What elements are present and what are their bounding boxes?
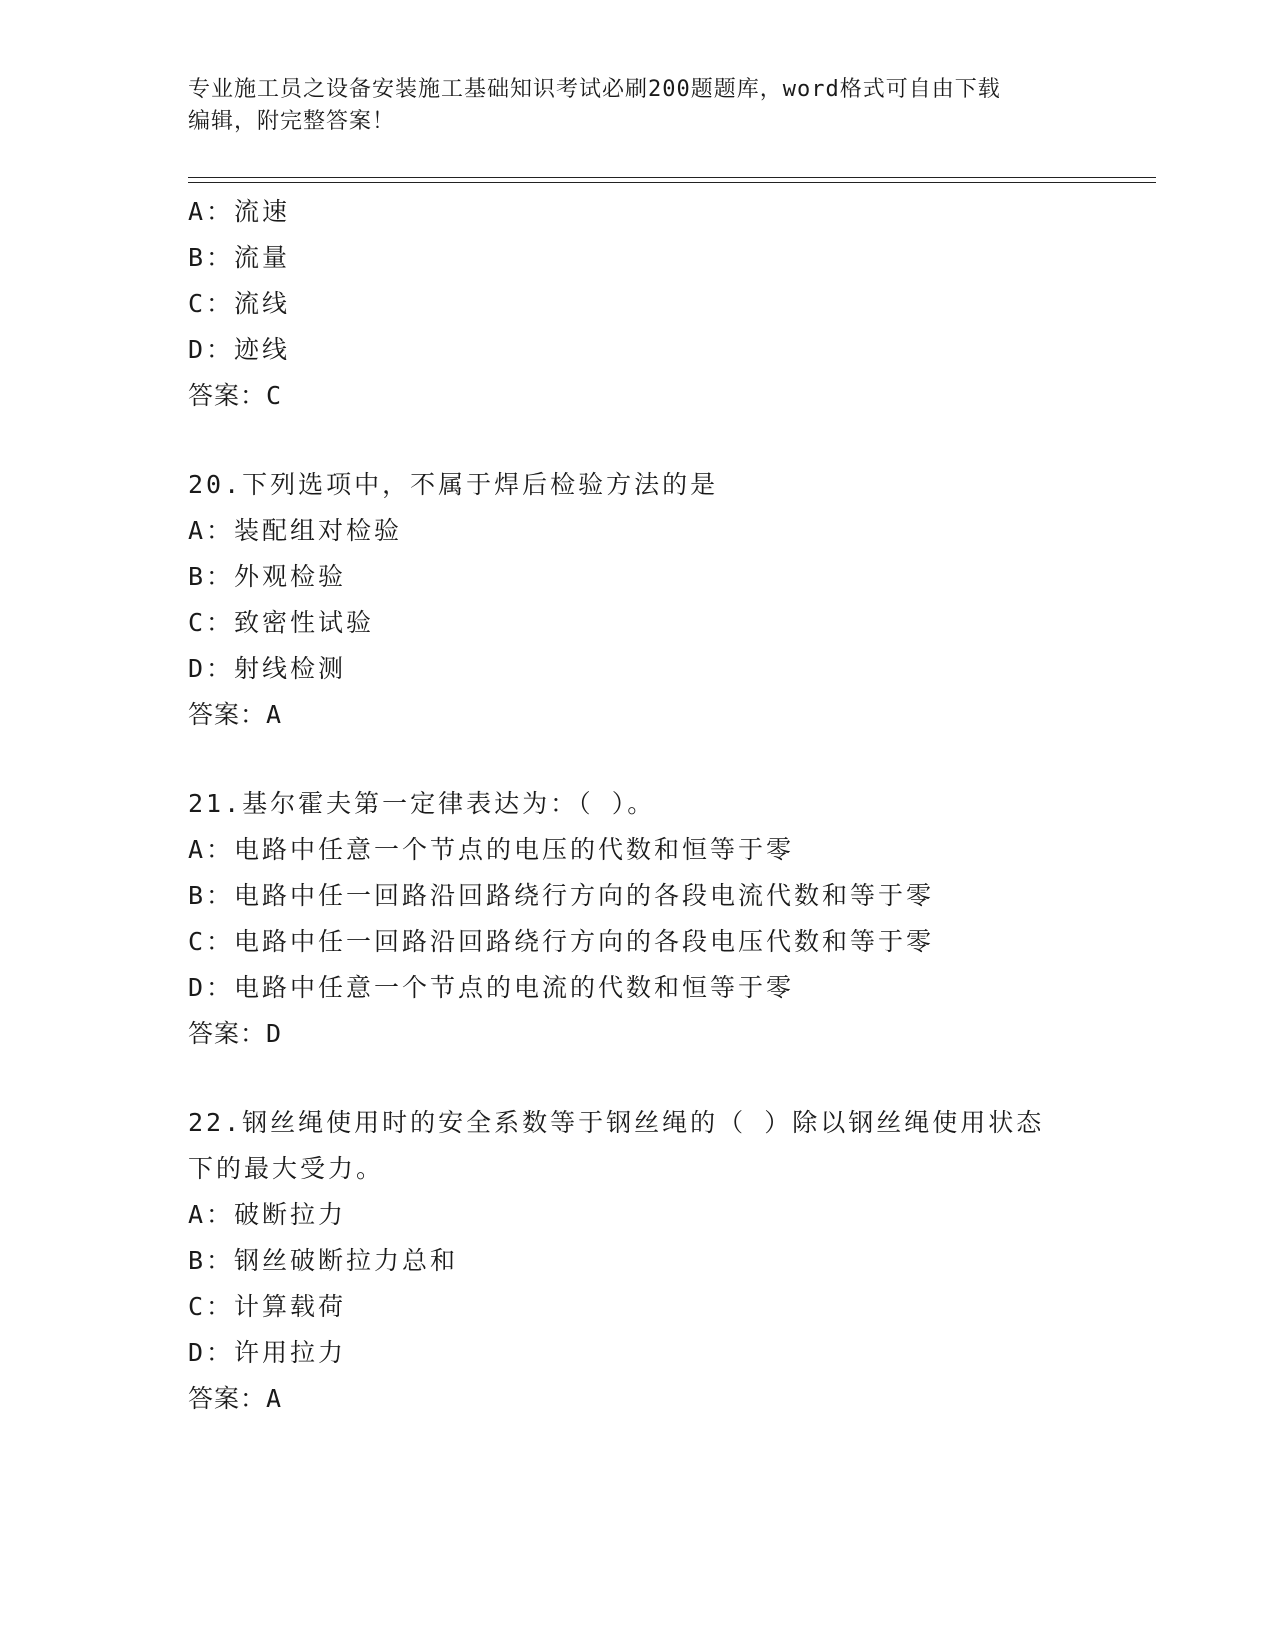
option-b: B：钢丝破断拉力总和 <box>188 1246 459 1275</box>
header-title-line-1: 专业施工员之设备安装施工基础知识考试必刷200题题库，word格式可自由下载 <box>188 77 1001 102</box>
option-d: D：电路中任意一个节点的电流的代数和恒等于零 <box>188 973 795 1002</box>
spacer <box>188 738 1148 781</box>
question-19 <box>188 189 1148 419</box>
question-20 <box>188 462 1148 738</box>
option-a: A：电路中任意一个节点的电压的代数和恒等于零 <box>188 835 795 864</box>
answer: 答案：D <box>188 1019 283 1048</box>
header-divider-bottom <box>188 182 1156 183</box>
question-stem-line-2: 下的最大受力。 <box>188 1154 385 1183</box>
header-divider-top <box>188 177 1156 178</box>
document-header <box>188 74 1078 138</box>
question-22 <box>188 1100 1148 1422</box>
answer: 答案：A <box>188 1384 283 1413</box>
option-b: B：电路中任一回路沿回路绕行方向的各段电流代数和等于零 <box>188 881 935 910</box>
question-list <box>188 189 1148 1422</box>
question-21 <box>188 781 1148 1057</box>
answer: 答案：C <box>188 381 283 410</box>
spacer <box>188 419 1148 462</box>
option-d: D：射线检测 <box>188 654 347 683</box>
question-stem: 20.下列选项中，不属于焊后检验方法的是 <box>188 470 719 499</box>
question-stem-line-1: 22.钢丝绳使用时的安全系数等于钢丝绳的（ ）除以钢丝绳使用状态 <box>188 1108 1045 1137</box>
option-b: B：流量 <box>188 243 291 272</box>
option-a: A：装配组对检验 <box>188 516 403 545</box>
option-b: B：外观检验 <box>188 562 347 591</box>
spacer <box>188 1057 1148 1100</box>
header-title-line-2: 编辑，附完整答案！ <box>188 109 396 134</box>
question-stem: 21.基尔霍夫第一定律表达为：（ ）。 <box>188 789 656 818</box>
option-d: D：许用拉力 <box>188 1338 347 1367</box>
option-c: C：致密性试验 <box>188 608 375 637</box>
answer: 答案：A <box>188 700 283 729</box>
option-c: C：电路中任一回路沿回路绕行方向的各段电压代数和等于零 <box>188 927 935 956</box>
option-c: C：流线 <box>188 289 291 318</box>
option-d: D：迹线 <box>188 335 291 364</box>
option-a: A：破断拉力 <box>188 1200 347 1229</box>
option-a: A：流速 <box>188 197 291 226</box>
option-c: C：计算载荷 <box>188 1292 347 1321</box>
